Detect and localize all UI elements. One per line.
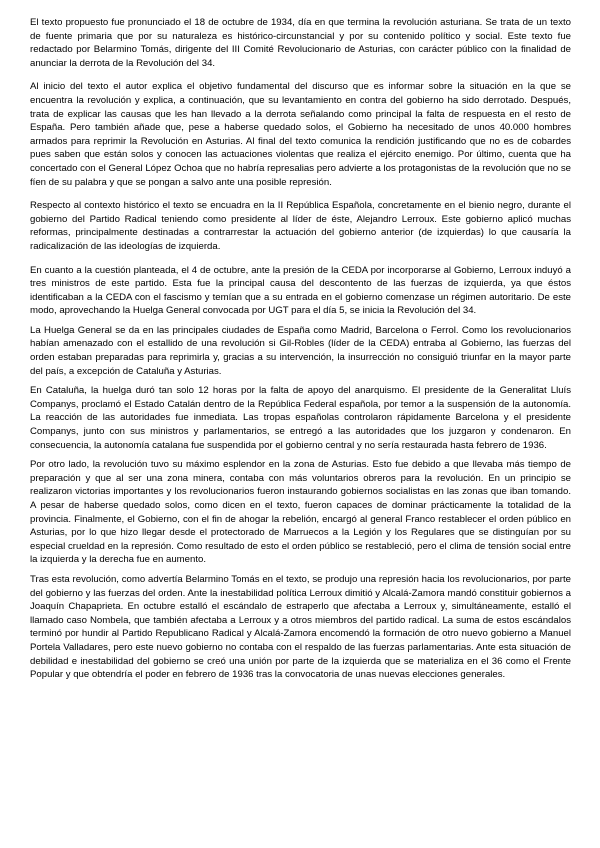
document-page [30, 16, 571, 682]
paragraph-analysis: Al inicio del texto el autor explica el objetivo fundamental del discurso que es informar sobre la situación en la que se encuentra la revolución y explica, a continuación, que su levantamiento en contra del gobierno ha sido derrotado. Después, trata de explicar las causas que les han llevado a la derrota señalando como principal la falta de respuesta en el resto de España. Pero también añade que, pese a haberse quedado solos, el Gobierno ha necesitado de unos 40.000 hombres armados para reprimir la Revolución en Asturias. Al final del texto comunica la rendición justificando que no es de cobardes pues saben que están solos y conocen las actuaciones violentas que realiza el ejército enemigo. Por último, cuenta que ha concertado con el General López Ochoa que no habría represalias pero advierte a los protagonistas de la revolución que no se fíen de su palabra y que se pongan a salvo ante una posible represión. [30, 81, 571, 188]
paragraph-historical-context: Respecto al contexto histórico el texto se encuadra en la II República Española, concretamente en el bienio negro, durante el gobierno del Partido Radical teniendo como presidente al líder de éste, Alejandro Lerroux. Este gobierno aplicó muchas reformas, principalmente destinadas a contrarrestar la actuación del gobierno anterior (de izquierdas) lo que causaría la radicalización de las ideologías de izquierda. [30, 200, 571, 252]
paragraph-aftermath: Tras esta revolución, como advertía Belarmino Tomás en el texto, se produjo una represión hacia los revolucionarios, por parte del gobierno y las fuerzas del orden. Ante la inestabilidad política Lerroux dimitió y Alcalá-Zamora mandó constituir gobiernos a Joaquín Chapaprieta. En octubre estalló el escándalo de estraperlo que afectaba a Lerroux y, simultáneamente, estalló el llamado caso Nombela, que también afectaba a Lerroux y a otros miembros del partido radical. La suma de estos escándalos terminó por hundir al Partido Republicano Radical y Alcalá-Zamora encomendó la formación de otro nuevo gobierno a Manuel Portela Valladares, pero este nuevo gobierno no contaba con el respaldo de las fuerzas parlamentarias. Ante esta situación de debilidad e inestabilidad del gobierno se creó una unión por parte de la izquierda que se materializa en el 36 como el Frente Popular y que obtendría el poder en febrero de 1936 tras la convocatoria de unas nuevas elecciones generales. [30, 573, 571, 681]
paragraph-ceda-question: En cuanto a la cuestión planteada, el 4 de octubre, ante la presión de la CEDA por incorporarse al Gobierno, Lerroux induyó a tres ministros de este partido. Esta fue la principal causa del descontento de las fuerzas de izquierda, ya que éstos identificaban a la CEDA con el fascismo y temían que a su entrada en el gobierno comenzase un régimen autoritario. De este modo, aprovechando la Huelga General convocada por UGT para el día 5, se inicia la Revolución del 34. [30, 264, 571, 317]
paragraph-asturias: Por otro lado, la revolución tuvo su máximo esplendor en la zona de Asturias. Esto fue debido a que llevaba más tiempo de preparación y que al ser una zona minera, contaba con más voluntarios obreros para la revolución. En un principio se realizaron victorias importantes y los revolucionarios fueron instaurando gobiernos socialistas en las zonas que iban tomando. A pesar de haberse quedado solos, como dicen en el texto, fueron capaces de dominar prácticamente la totalidad de la provincia. Finalmente, el Gobierno, con el fin de ahogar la rebelión, encargó al general Franco restablecer el orden público en Asturias, por lo que hizo llegar desde el protectorado de Marruecos a la Legión y los Regulares que se distinguían por su especial crueldad en la represión. Como resultado de esto el orden público se restableció, pero el clima de tensión social entre la izquierda y la derecha fue en aumento. [30, 459, 571, 566]
paragraph-intro: El texto propuesto fue pronunciado el 18 de octubre de 1934, día en que termina la revolución asturiana. Se trata de un texto de fuente primaria que por su naturaleza es histórico-circunstancial y por su contenido político y social. Este texto fue redactado por Belarmino Tomás, dirigente del III Comité Revolucionario de Asturias, con carácter público con la finalidad de anunciar la derrota de la Revolución del 34. [30, 17, 571, 69]
paragraph-catalonia: En Cataluña, la huelga duró tan solo 12 horas por la falta de apoyo del anarquismo. El presidente de la Generalitat Lluís Companys, proclamó el Estado Catalán dentro de la República Federal española, por temor a la suspensión de la autonomía. La reacción de las autoridades fue inmediata. Las tropas españolas controlaron rápidamente Barcelona y el presidente Companys, junto con sus ministros y parlamentarios, se entregó a las autoridades que los juzgaron y condenaron. En consecuencia, la autonomía catalana fue suspendida por el gobierno central y no sería restaurada hasta febrero de 1936. [30, 385, 571, 451]
paragraph-general-strike: La Huelga General se da en las principales ciudades de España como Madrid, Barcelona o Ferrol. Como los revolucionarios habían amenazado con el estallido de una revolución si Gil-Robles (líder de la CEDA) entraba al Gobierno, las fuerzas del orden estaban preparadas para reprimirla y, gracias a su intervención, la insurrección no consiguió triunfar en la mayor parte del país, a excepción de Cataluña y Asturias. [30, 324, 571, 377]
